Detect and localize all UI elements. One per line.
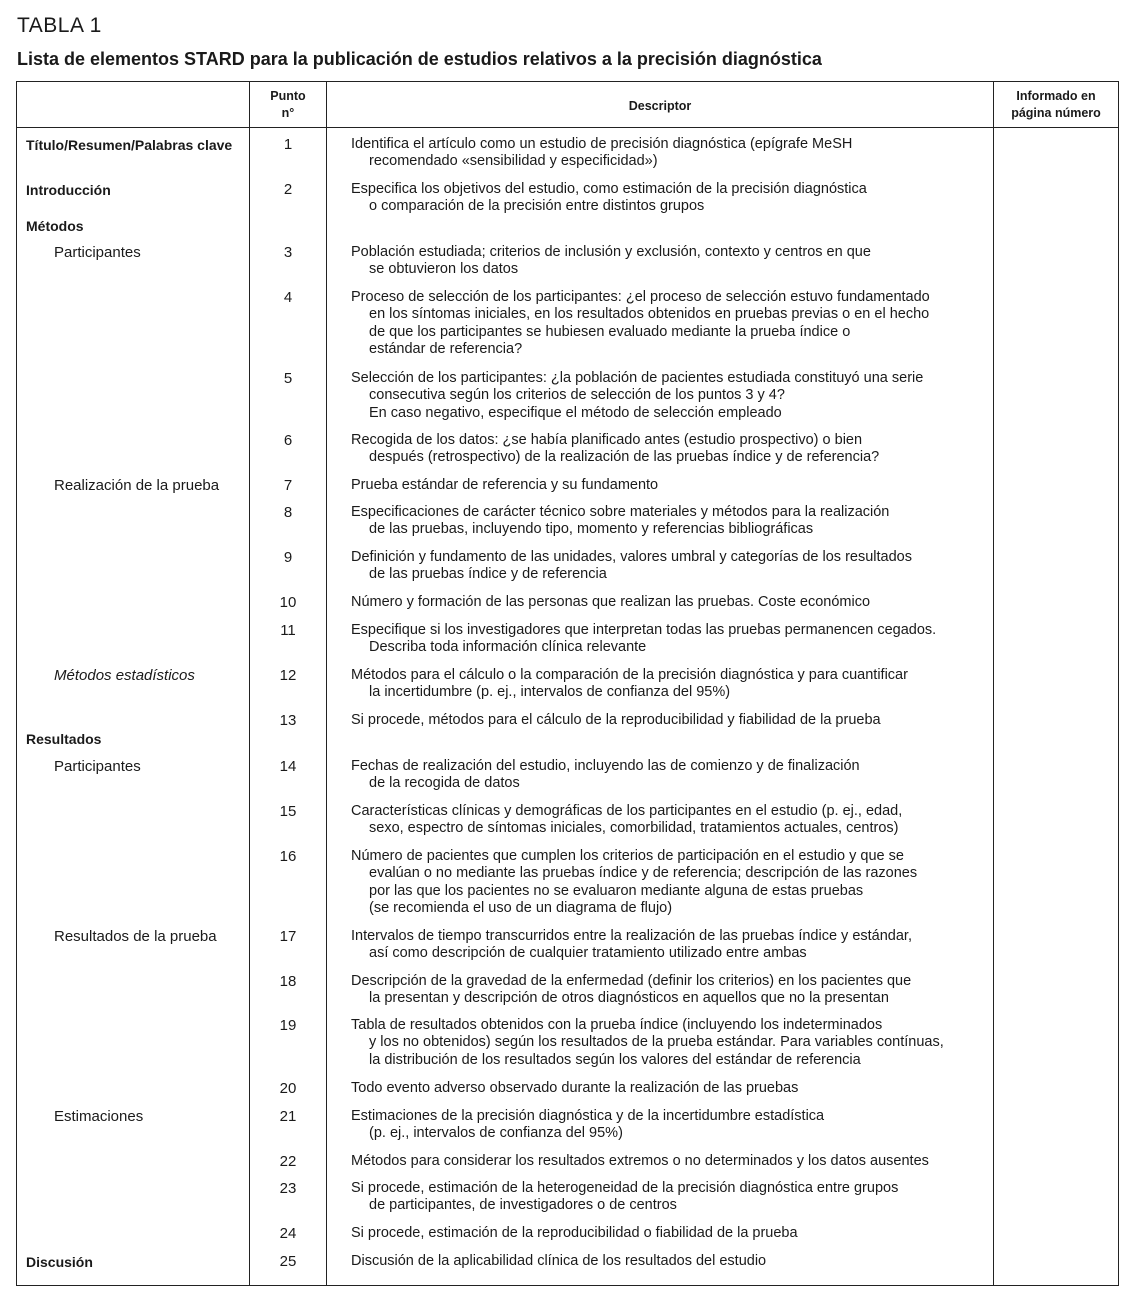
- descriptor-line: consecutiva según los criterios de selección de los puntos 3 y 4?: [369, 387, 785, 404]
- section-label: Resultados de la prueba: [54, 928, 217, 945]
- descriptor-line: En caso negativo, especifique el método de selección empleado: [369, 404, 782, 421]
- descriptor-line: Estimaciones de la precisión diagnóstica y de la incertidumbre estadística: [351, 1108, 825, 1124]
- item-number: 16: [279, 848, 297, 865]
- descriptor-line: de las pruebas índice y de referencia: [369, 566, 607, 583]
- item-number: 22: [279, 1153, 297, 1170]
- item-number: 15: [279, 803, 297, 820]
- descriptor-line: o comparación de la precisión entre distintos grupos: [369, 198, 705, 215]
- item-number: 2: [283, 181, 293, 198]
- header-punto: [250, 88, 326, 122]
- item-descriptor: [351, 973, 1001, 1008]
- section-label: Métodos estadísticos: [54, 667, 195, 684]
- item-descriptor: [351, 848, 1001, 918]
- item-number: 3: [283, 244, 293, 261]
- descriptor-line: Definición y fundamento de las unidades, valores umbral y categorías de los resultados: [351, 549, 912, 565]
- section-label: Estimaciones: [54, 1108, 144, 1125]
- item-descriptor: [351, 1080, 1001, 1097]
- descriptor-line: estándar de referencia?: [369, 341, 523, 358]
- descriptor-line: (p. ej., intervalos de confianza del 95%): [369, 1125, 623, 1142]
- descriptor-line: se obtuvieron los datos: [369, 261, 519, 278]
- header-informado-line: Informado en: [1016, 89, 1096, 103]
- header-descriptor: Descriptor: [628, 99, 692, 113]
- item-number: 8: [283, 504, 293, 521]
- descriptor-line: Si procede, estimación de la heterogeneidad de la precisión diagnóstica entre grupos: [351, 1180, 899, 1196]
- item-number: 20: [279, 1080, 297, 1097]
- item-number: 17: [279, 928, 297, 945]
- descriptor-line: Recogida de los datos: ¿se había planificado antes (estudio prospectivo) o bien: [351, 432, 863, 448]
- item-descriptor: [351, 181, 1001, 216]
- column-divider: [326, 81, 327, 1286]
- header-informado: [994, 88, 1118, 122]
- header-punto-line: Punto: [270, 89, 306, 103]
- section-label: Título/Resumen/Palabras clave: [26, 137, 233, 153]
- item-number: 5: [283, 370, 293, 387]
- item-number: 11: [280, 622, 296, 639]
- item-number: 6: [283, 432, 293, 449]
- item-descriptor: [351, 803, 1001, 838]
- descriptor-line: después (retrospectivo) de la realización de las pruebas índice y de referencia?: [369, 449, 880, 466]
- item-descriptor: [351, 622, 1001, 657]
- descriptor-line: Especifique si los investigadores que interpretan todas las pruebas permanencen cegados.: [351, 622, 937, 638]
- item-descriptor: [351, 1153, 1001, 1170]
- item-descriptor: [351, 712, 1001, 729]
- item-descriptor: [351, 758, 1001, 793]
- descriptor-line: evalúan o no mediante las pruebas índice y de referencia; descripción de las razones: [369, 865, 918, 882]
- item-descriptor: [351, 1180, 1001, 1215]
- descriptor-line: Especificaciones de carácter técnico sobre materiales y métodos para la realización: [351, 504, 890, 520]
- item-number: 12: [279, 667, 297, 684]
- item-number: 23: [279, 1180, 297, 1197]
- section-label: Realización de la prueba: [54, 477, 220, 494]
- item-descriptor: [351, 1108, 1001, 1143]
- item-number: 13: [279, 712, 297, 729]
- descriptor-line: así como descripción de cualquier tratamiento utilizado entre ambas: [369, 945, 807, 962]
- descriptor-line: Si procede, estimación de la reproducibilidad o fiabilidad de la prueba: [351, 1225, 798, 1241]
- descriptor-line: de las pruebas, incluyendo tipo, momento y referencias bibliográficas: [369, 521, 814, 538]
- item-descriptor: [351, 594, 1001, 611]
- item-number: 18: [279, 973, 297, 990]
- section-label: Resultados: [26, 731, 102, 747]
- descriptor-line: Describa toda información clínica relevante: [369, 639, 647, 656]
- descriptor-line: Fechas de realización del estudio, incluyendo las de comienzo y de finalización: [351, 758, 860, 774]
- item-number: 10: [279, 594, 297, 611]
- descriptor-line: Número de pacientes que cumplen los criterios de participación en el estudio y que se: [351, 848, 904, 864]
- descriptor-line: Tabla de resultados obtenidos con la prueba índice (incluyendo los indeterminados: [351, 1017, 883, 1033]
- item-descriptor: [351, 1225, 1001, 1242]
- item-descriptor: [351, 370, 1001, 422]
- descriptor-line: Identifica el artículo como un estudio de precisión diagnóstica (epígrafe MeSH: [351, 136, 853, 152]
- descriptor-line: en los síntomas iniciales, en los resultados obtenidos en pruebas previas o en el hecho: [369, 306, 930, 323]
- descriptor-line: Número y formación de las personas que realizan las pruebas. Coste económico: [351, 594, 871, 610]
- descriptor-line: Proceso de selección de los participantes: ¿el proceso de selección estuvo fundamentado: [351, 289, 930, 305]
- descriptor-line: sexo, espectro de síntomas iniciales, comorbilidad, tratamientos actuales, centros): [369, 820, 899, 837]
- item-descriptor: [351, 477, 1001, 494]
- item-number: 24: [279, 1225, 297, 1242]
- descriptor-line: Si procede, métodos para el cálculo de la reproducibilidad y fiabilidad de la prueba: [351, 712, 881, 728]
- descriptor-line: Especifica los objetivos del estudio, como estimación de la precisión diagnóstica: [351, 181, 867, 197]
- descriptor-line: Todo evento adverso observado durante la realización de las pruebas: [351, 1080, 799, 1096]
- descriptor-line: la incertidumbre (p. ej., intervalos de confianza del 95%): [369, 684, 731, 701]
- header-punto-line: n°: [281, 106, 295, 120]
- item-number: 7: [283, 477, 293, 494]
- descriptor-line: Intervalos de tiempo transcurridos entre la realización de las pruebas índice y estándar,: [351, 928, 912, 944]
- descriptor-line: por las que los pacientes no se evaluaron mediante alguna de estas pruebas: [369, 882, 864, 899]
- descriptor-line: la distribución de los resultados según los valores del estándar de referencia: [369, 1051, 861, 1068]
- item-number: 4: [283, 289, 293, 306]
- header-informado-line: página número: [1011, 106, 1101, 120]
- header-divider: [16, 127, 1119, 128]
- item-descriptor: [351, 244, 1001, 279]
- descriptor-line: Métodos para considerar los resultados extremos o no determinados y los datos ausentes: [351, 1153, 929, 1169]
- descriptor-line: de participantes, de investigadores o de centros: [369, 1197, 677, 1214]
- descriptor-line: y los no obtenidos) según los resultados de la prueba estándar. Para variables contínuas,: [369, 1034, 944, 1051]
- item-descriptor: [351, 289, 1001, 359]
- item-number: 25: [279, 1253, 297, 1270]
- descriptor-line: Métodos para el cálculo o la comparación de la precisión diagnóstica y para cuantificar: [351, 667, 908, 683]
- item-descriptor: [351, 136, 1001, 171]
- descriptor-line: (se recomienda el uso de un diagrama de flujo): [369, 900, 673, 917]
- section-label: Métodos: [26, 218, 84, 234]
- descriptor-line: Discusión de la aplicabilidad clínica de los resultados del estudio: [351, 1253, 767, 1269]
- item-descriptor: [351, 1017, 1001, 1069]
- item-number: 1: [283, 136, 293, 153]
- item-number: 21: [279, 1108, 297, 1125]
- item-descriptor: [351, 504, 1001, 539]
- descriptor-line: la presentan y descripción de otros diagnósticos en aquellos que no la presentan: [369, 990, 889, 1007]
- descriptor-line: Descripción de la gravedad de la enfermedad (definir los criterios) en los pacientes que: [351, 973, 912, 989]
- item-descriptor: [351, 928, 1001, 963]
- descriptor-line: Características clínicas y demográficas de los participantes en el estudio (p. ej., edad,: [351, 803, 903, 819]
- descriptor-line: de que los participantes se hubiesen evaluado mediante la prueba índice o: [369, 323, 851, 340]
- section-label: Participantes: [54, 244, 141, 261]
- item-number: 14: [279, 758, 297, 775]
- item-descriptor: [351, 1253, 1001, 1270]
- descriptor-line: de la recogida de datos: [369, 775, 520, 792]
- descriptor-line: Prueba estándar de referencia y su fundamento: [351, 477, 659, 493]
- table-label: TABLA 1: [17, 14, 102, 37]
- descriptor-line: recomendado «sensibilidad y especificidad»): [369, 153, 658, 170]
- item-descriptor: [351, 667, 1001, 702]
- item-number: 19: [279, 1017, 297, 1034]
- section-label: Introducción: [26, 182, 111, 198]
- table-title: Lista de elementos STARD para la publicación de estudios relativos a la precisión diagnóstica: [17, 49, 822, 69]
- section-label: Participantes: [54, 758, 141, 775]
- item-descriptor: [351, 549, 1001, 584]
- descriptor-line: Población estudiada; criterios de inclusión y exclusión, contexto y centros en que: [351, 244, 871, 260]
- section-label: Discusión: [26, 1254, 93, 1270]
- descriptor-line: Selección de los participantes: ¿la población de pacientes estudiada constituyó una serie: [351, 370, 924, 386]
- item-descriptor: [351, 432, 1001, 467]
- item-number: 9: [283, 549, 293, 566]
